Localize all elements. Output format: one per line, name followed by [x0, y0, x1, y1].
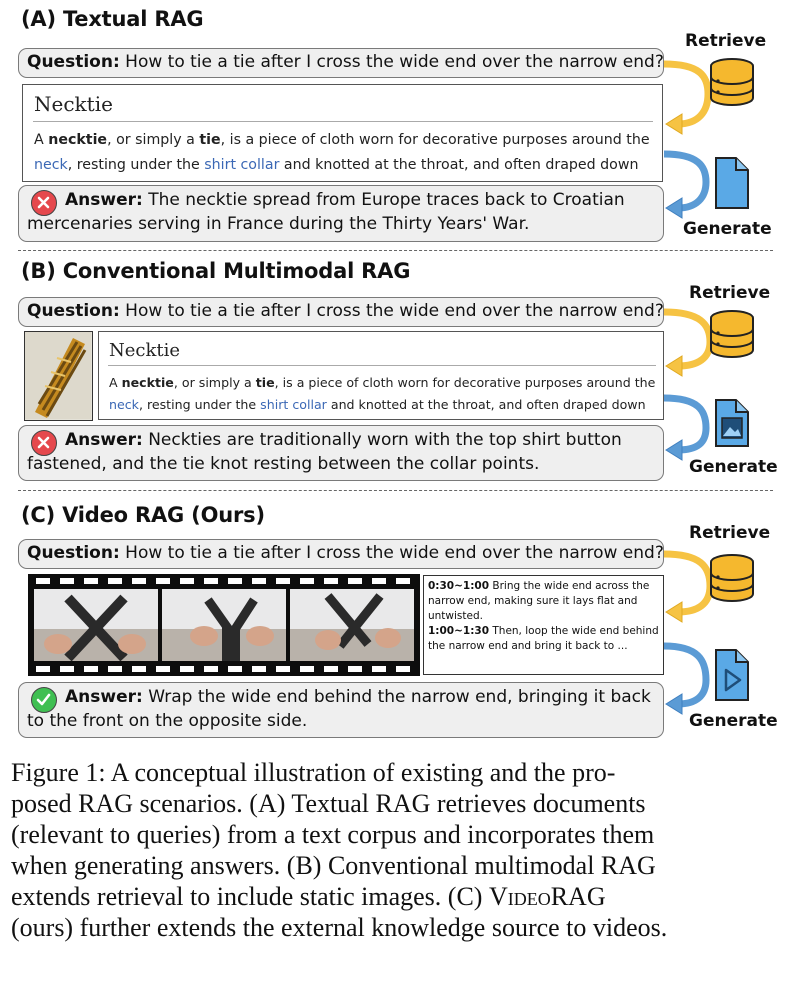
section-b-title: (B) Conventional Multimodal RAG [21, 259, 411, 283]
video-transcript [423, 575, 664, 675]
generate-label-b: Generate [689, 457, 778, 477]
video-filmstrip [28, 574, 420, 676]
answer-line-1: Answer: The necktie spread from Europe traces back to Croatian [65, 190, 625, 210]
video-frame-2 [162, 589, 286, 661]
doc-text-line-2: neck, resting under the shirt collar and knotted at the throat, and often draped down [34, 157, 639, 173]
answer-line-2: fastened, and the tie knot resting between the collar points. [27, 454, 540, 474]
document-icon [716, 158, 748, 208]
transcript-segment-1: 0:30~1:00 Bring the wide end across the narrow end, making sure it lays flat and untwisted. [428, 580, 650, 622]
doc-text-line-2: neck, resting under the shirt collar and knotted at the throat, and often draped down [109, 397, 646, 412]
answer-line-1: Answer: Neckties are traditionally worn with the top shirt button [65, 430, 622, 450]
figure-caption [11, 757, 667, 943]
question-label: Question: [27, 52, 120, 72]
image-file-icon [716, 400, 748, 446]
answer-box-c [18, 682, 664, 738]
flow-arrows-b [650, 298, 800, 478]
generate-label-a: Generate [683, 219, 772, 239]
caption-line-4: when generating answers. (B) Conventional multimodal RAG [11, 851, 656, 880]
video-frame-3 [290, 589, 414, 661]
link-shirt-collar: shirt collar [204, 157, 280, 173]
doc-text-line-1: A necktie, or simply a tie, is a piece of cloth worn for decorative purposes around the [34, 132, 650, 148]
caption-line-3: (relevant to queries) from a text corpus and incorporates them [11, 820, 655, 849]
answer-line-2: to the front on the opposite side. [27, 711, 308, 731]
question-box-b: Question: How to tie a tie after I cross the wide end over the narrow end? [18, 297, 664, 327]
divider-1 [18, 250, 773, 251]
caption-line-6: (ours) further extends the external knowledge source to videos. [11, 913, 668, 942]
doc-text-line-1: A necktie, or simply a tie, is a piece of cloth worn for decorative purposes around the [109, 375, 656, 390]
document-a [22, 84, 663, 182]
divider-2 [18, 490, 773, 491]
retrieve-label-c: Retrieve [689, 523, 771, 543]
doc-rule [108, 365, 656, 366]
doc-rule [33, 121, 653, 122]
caption-line-5: extends retrieval to include static images. (C) VideoRAG [11, 882, 606, 911]
answer-line-1: Answer: Wrap the wide end behind the narrow end, bringing it back [65, 687, 651, 707]
flow-arrows-c [650, 540, 800, 730]
document-b [98, 331, 664, 420]
section-c-title: (C) Video RAG (Ours) [21, 503, 265, 527]
answer-box-b [18, 425, 664, 481]
doc-title: Necktie [109, 340, 181, 361]
question-box-c: Question: How to tie a tie after I cross the wide end over the narrow end? [18, 539, 664, 569]
tie-image [24, 331, 93, 421]
method-name: VideoRAG [488, 882, 606, 911]
database-icon [711, 311, 753, 357]
generate-arrow [664, 154, 706, 208]
answer-line-2: mercenaries serving in France during the Thirty Years' War. [27, 214, 530, 234]
video-frame-1 [34, 589, 158, 661]
flow-arrows-a [650, 48, 800, 238]
retrieve-label-a: Retrieve [685, 31, 767, 51]
generate-label-c: Generate [689, 711, 778, 731]
caption-line-2: posed RAG scenarios. (A) Textual RAG retrieves documents [11, 789, 646, 818]
database-icon [711, 555, 753, 601]
doc-title: Necktie [34, 92, 113, 116]
answer-box-a [18, 185, 664, 242]
link-neck: neck [34, 157, 68, 173]
question-box-a [18, 48, 664, 78]
caption-line-1: Figure 1: A conceptual illustration of existing and the pro- [11, 758, 616, 787]
video-file-icon [716, 650, 748, 700]
database-icon [711, 59, 753, 105]
question-text: How to tie a tie after I cross the wide end over the narrow end? [125, 52, 664, 72]
transcript-segment-2: 1:00~1:30 Then, loop the wide end behind the narrow end and bring it back to ... [428, 625, 659, 652]
retrieve-label-b: Retrieve [689, 283, 771, 303]
retrieve-arrow [664, 64, 708, 124]
section-a-title: (A) Textual RAG [21, 7, 204, 31]
